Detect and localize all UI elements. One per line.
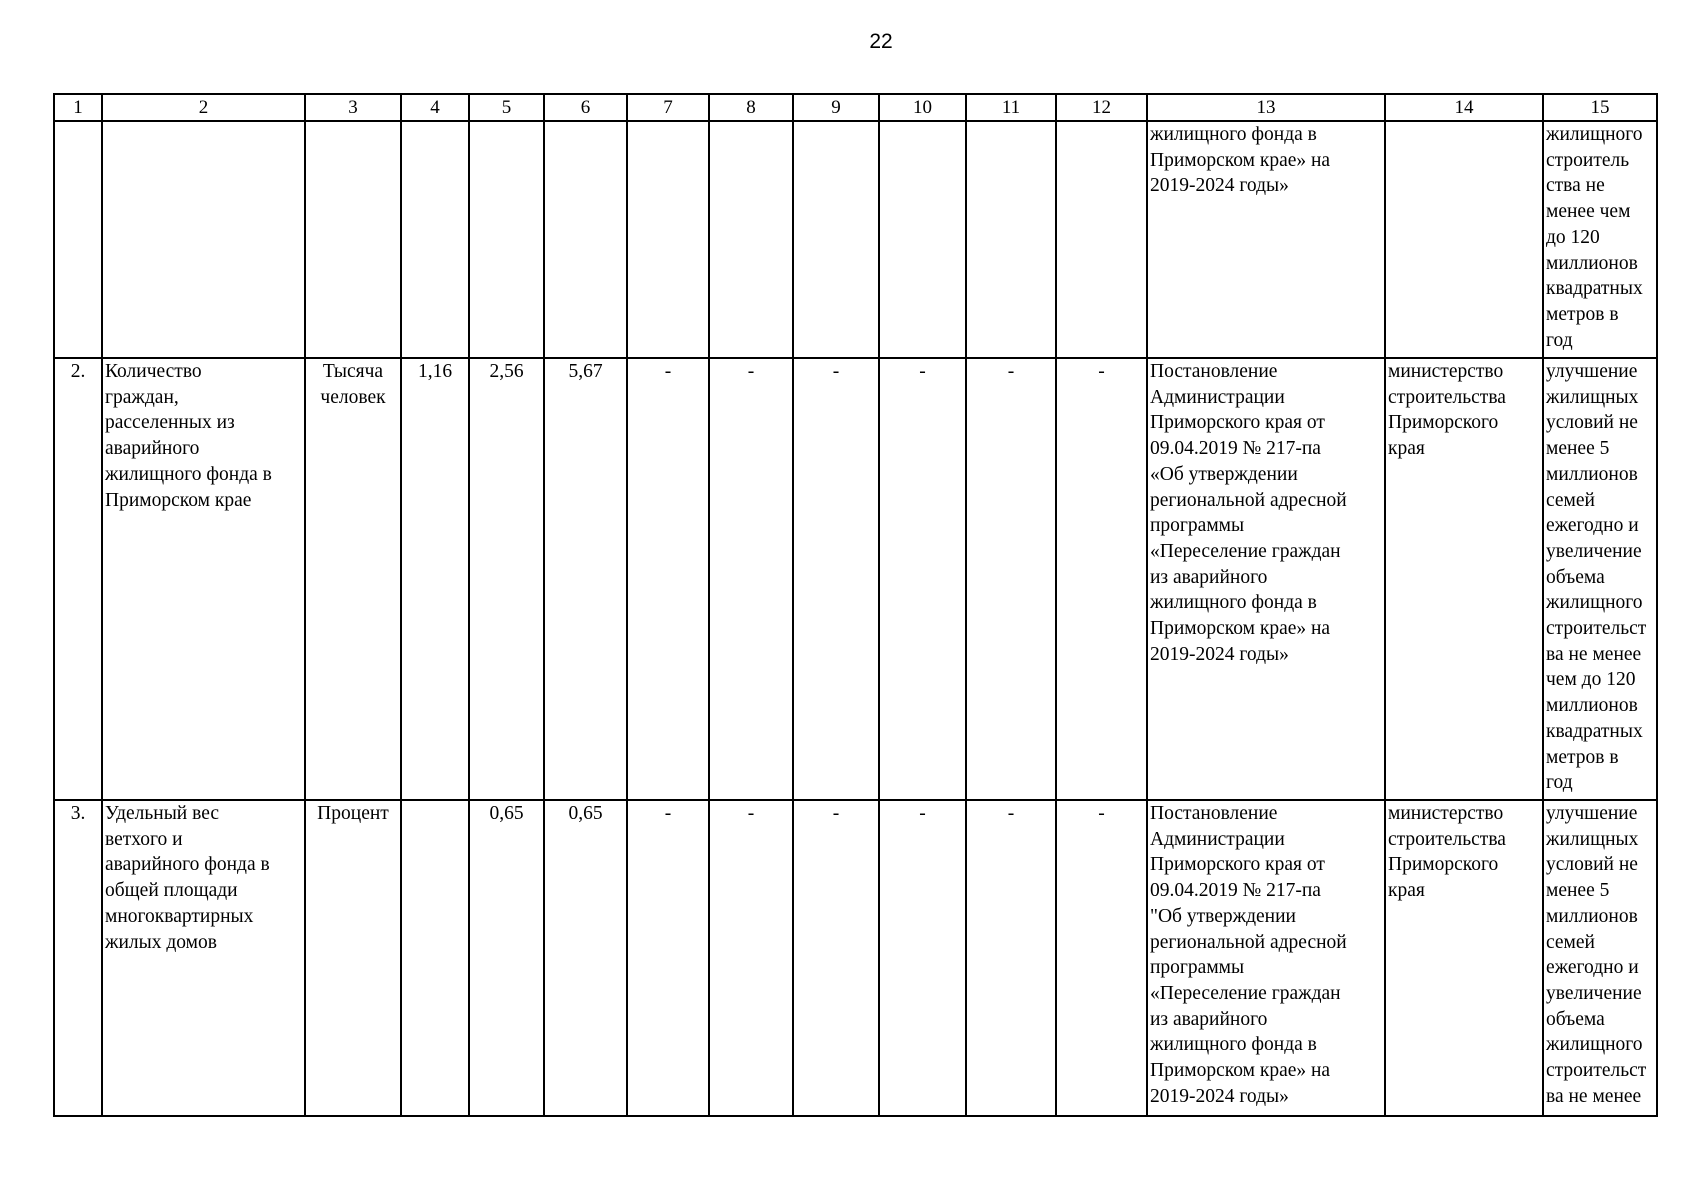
national-goal: жилищного строитель ства не менее чем до 120 миллионов квадратных метров в год	[1543, 121, 1657, 358]
column-header: 2	[102, 94, 305, 121]
indicator-name: Количество граждан, расселенных из аварийного жилищного фонда в Приморском крае	[102, 358, 305, 800]
value-cell	[879, 121, 966, 358]
column-header: 6	[544, 94, 627, 121]
value-cell	[627, 121, 709, 358]
column-header: 7	[627, 94, 709, 121]
column-header: 10	[879, 94, 966, 121]
indicator-name	[102, 121, 305, 358]
row-number: 2.	[54, 358, 102, 800]
value-cell: -	[1056, 800, 1147, 1116]
value-cell	[469, 121, 544, 358]
value-cell	[793, 121, 879, 358]
value-cell: -	[879, 358, 966, 800]
value-cell	[966, 121, 1056, 358]
column-header: 9	[793, 94, 879, 121]
table-row	[54, 121, 1657, 358]
national-goal: улучшение жилищных условий не менее 5 миллионов семей ежегодно и увеличение объема жилищного строительст ва не менее	[1543, 800, 1657, 1116]
value-cell: 2,56	[469, 358, 544, 800]
column-header: 15	[1543, 94, 1657, 121]
column-header: 13	[1147, 94, 1385, 121]
column-header: 4	[401, 94, 469, 121]
column-header: 5	[469, 94, 544, 121]
unit-cell: Процент	[305, 800, 401, 1116]
value-cell: -	[879, 800, 966, 1116]
value-cell: -	[966, 358, 1056, 800]
value-cell: 0,65	[544, 800, 627, 1116]
value-cell: 1,16	[401, 358, 469, 800]
indicator-name: Удельный вес ветхого и аварийного фонда в общей площади многоквартирных жилых домов	[102, 800, 305, 1116]
column-header: 8	[709, 94, 793, 121]
value-cell: 5,67	[544, 358, 627, 800]
regulation-document: Постановление Администрации Приморского края от 09.04.2019 № 217-па "Об утверждении региональной адресной программы «Переселение граждан из аварийного жилищного фонда в Приморском крае» на 2019-2024 годы»	[1147, 800, 1385, 1116]
responsible-body	[1385, 121, 1543, 358]
column-header: 12	[1056, 94, 1147, 121]
value-cell: -	[709, 358, 793, 800]
value-cell: 0,65	[469, 800, 544, 1116]
value-cell: -	[793, 358, 879, 800]
value-cell: -	[966, 800, 1056, 1116]
column-header: 3	[305, 94, 401, 121]
value-cell: -	[627, 358, 709, 800]
table-header-row	[54, 94, 1657, 121]
value-cell: -	[1056, 358, 1147, 800]
page-number: 22	[869, 30, 893, 53]
table-row	[54, 800, 1657, 1116]
value-cell	[544, 121, 627, 358]
value-cell	[709, 121, 793, 358]
value-cell	[401, 121, 469, 358]
regulation-document: Постановление Администрации Приморского края от 09.04.2019 № 217-па «Об утверждении региональной адресной программы «Переселение граждан из аварийного жилищного фонда в Приморском крае» на 2019-2024 годы»	[1147, 358, 1385, 800]
row-number: 3.	[54, 800, 102, 1116]
value-cell: -	[793, 800, 879, 1116]
regulation-document: жилищного фонда в Приморском крае» на 2019-2024 годы»	[1147, 121, 1385, 358]
indicators-table	[53, 93, 1658, 1117]
value-cell	[1056, 121, 1147, 358]
value-cell	[401, 800, 469, 1116]
responsible-body: министерство строительства Приморского края	[1385, 800, 1543, 1116]
row-number	[54, 121, 102, 358]
unit-cell: Тысяча человек	[305, 358, 401, 800]
column-header: 14	[1385, 94, 1543, 121]
national-goal: улучшение жилищных условий не менее 5 миллионов семей ежегодно и увеличение объема жилищного строительст ва не менее чем до 120 миллионов квадратных метров в год	[1543, 358, 1657, 800]
column-header: 1	[54, 94, 102, 121]
value-cell: -	[627, 800, 709, 1116]
table-row	[54, 358, 1657, 800]
responsible-body: министерство строительства Приморского края	[1385, 358, 1543, 800]
unit-cell	[305, 121, 401, 358]
value-cell: -	[709, 800, 793, 1116]
column-header: 11	[966, 94, 1056, 121]
